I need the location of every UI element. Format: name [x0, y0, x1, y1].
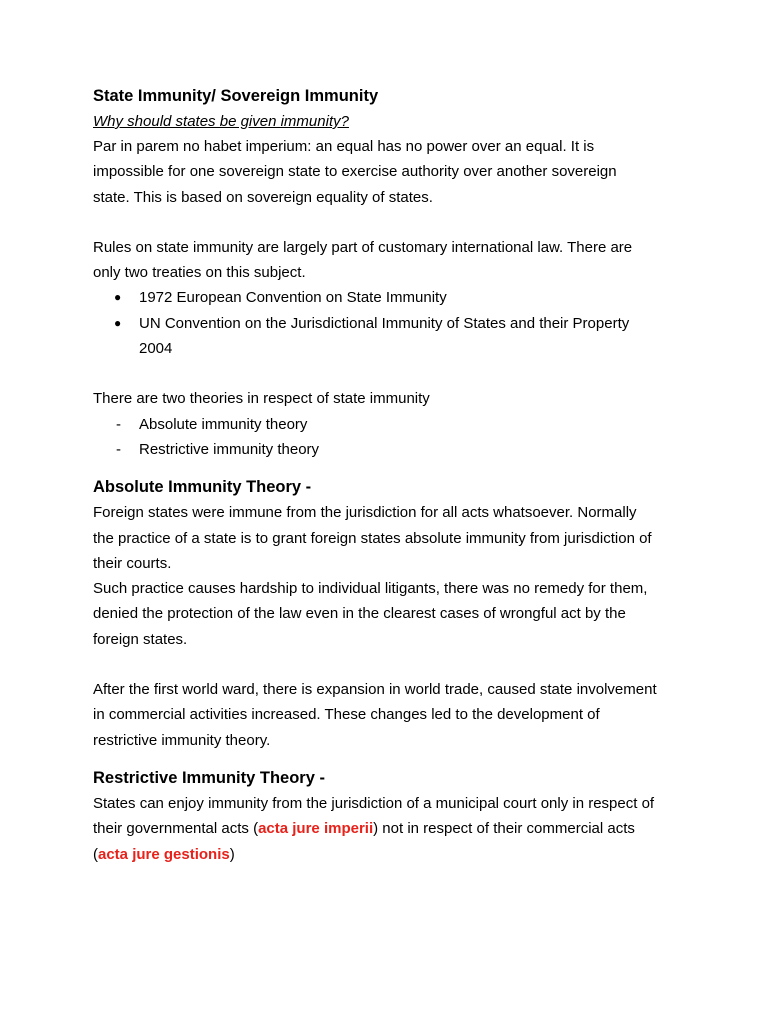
body-line: Such practice causes hardship to individual litigants, there was no remedy for them, — [93, 580, 648, 598]
theory-text: Restrictive immunity theory — [139, 440, 320, 458]
body-line — [93, 816, 693, 841]
latin-term-imperii: acta jure imperii — [258, 820, 374, 838]
text-segment: their governmental acts ( — [93, 820, 259, 838]
spacer — [93, 210, 693, 235]
rules-line: Rules on state immunity are largely part of customary international law. There are — [93, 238, 633, 256]
body-line: in commercial activities increased. These changes led to the development of — [93, 706, 600, 724]
section-heading-restrictive: Restrictive Immunity Theory - — [93, 768, 325, 787]
bullet-icon: ● — [114, 290, 122, 305]
body-line: Foreign states were immune from the jurisdiction for all acts whatsoever. Normally — [93, 504, 637, 522]
body-line: restrictive immunity theory. — [93, 731, 271, 749]
body-line: the practice of a state is to grant foreign states absolute immunity from jurisdiction of — [93, 529, 652, 547]
trade-paragraph — [93, 677, 693, 753]
dash-icon: - — [116, 440, 121, 458]
absolute-paragraph — [93, 500, 693, 576]
theory-text: Absolute immunity theory — [139, 415, 308, 433]
intro-paragraph — [93, 134, 693, 210]
treaty-text: 1972 European Convention on State Immunity — [139, 289, 447, 307]
document-title: State Immunity/ Sovereign Immunity — [93, 87, 379, 105]
hardship-paragraph — [93, 576, 693, 652]
rules-line: only two treaties on this subject. — [93, 264, 306, 282]
list-item — [93, 412, 693, 437]
spacer — [93, 361, 693, 386]
list-item — [93, 285, 693, 310]
list-item — [93, 437, 693, 462]
body-line: denied the protection of the law even in the clearest cases of wrongful act by the — [93, 605, 626, 623]
rules-paragraph — [93, 235, 693, 286]
list-item — [93, 311, 693, 362]
theory-list — [93, 412, 693, 463]
treaty-text: UN Convention on the Jurisdictional Immunity of States and their Property — [139, 314, 630, 332]
body-line: After the first world ward, there is expansion in world trade, caused state involvement — [93, 681, 657, 699]
body-line: their courts. — [93, 554, 172, 572]
spacer — [93, 652, 693, 677]
body-line: foreign states. — [93, 630, 188, 648]
intro-line: impossible for one sovereign state to exercise authority over another sovereign — [93, 163, 617, 181]
treaty-text: 2004 — [139, 340, 173, 358]
latin-term-gestionis: acta jure gestionis — [98, 845, 230, 863]
body-line: States can enjoy immunity from the jurisdiction of a municipal court only in respect of — [93, 794, 655, 812]
section-heading-absolute: Absolute Immunity Theory - — [93, 478, 312, 497]
body-line — [93, 842, 693, 867]
document-page — [93, 84, 693, 867]
restrictive-paragraph — [93, 791, 693, 867]
treaty-list — [93, 285, 693, 361]
text-segment: ) not in respect of their commercial acts — [373, 820, 635, 838]
text-segment: ) — [229, 845, 235, 863]
bullet-icon: ● — [114, 315, 122, 330]
subtitle-question: Why should states be given immunity? — [93, 113, 349, 130]
intro-line: Par in parem no habet imperium: an equal has no power over an equal. It is — [93, 138, 595, 155]
text-segment: ( — [93, 845, 98, 863]
intro-line: state. This is based on sovereign equality of states. — [93, 188, 433, 206]
theories-intro: There are two theories in respect of state immunity — [93, 390, 430, 408]
dash-icon: - — [116, 415, 121, 433]
